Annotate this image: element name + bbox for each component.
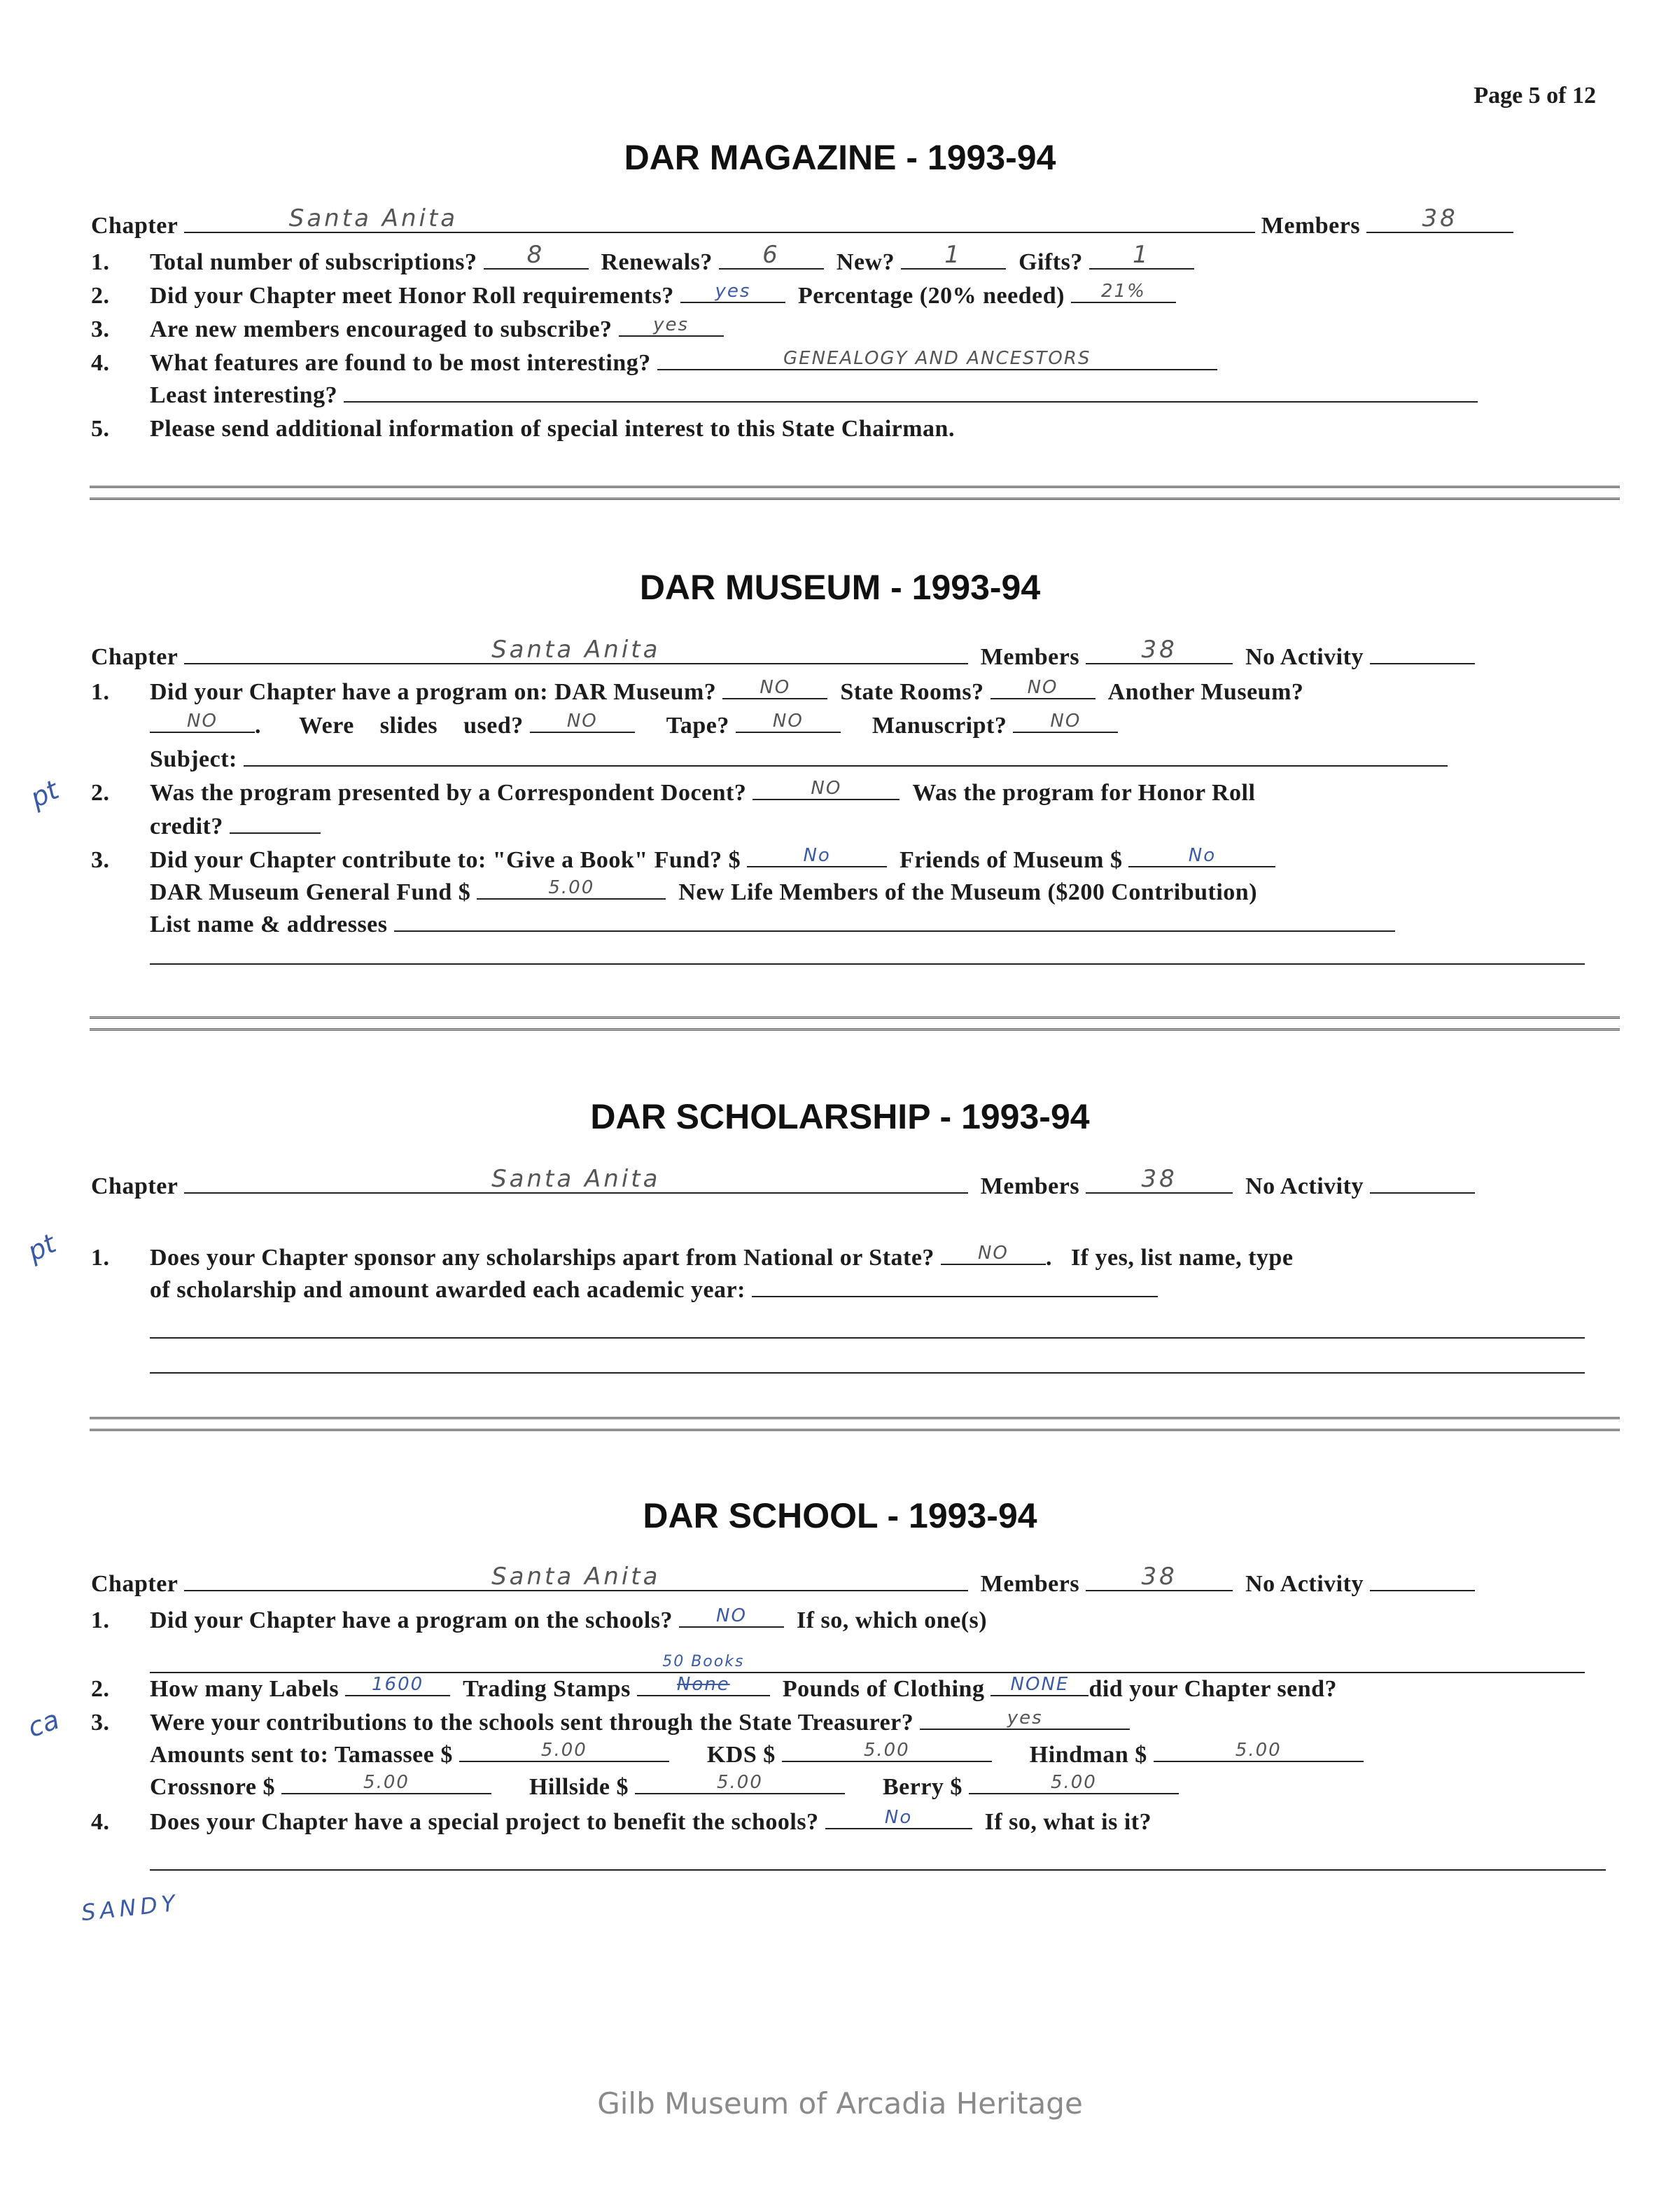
question-text: Please send additional information of special interest to this State Chairman. <box>150 416 955 442</box>
give-a-book-field[interactable] <box>747 845 887 867</box>
sponsor-value: NO <box>977 1243 1009 1264</box>
scholarship-chapter-line <box>91 1165 1475 1203</box>
manuscript-field[interactable] <box>1013 711 1118 733</box>
page-number: Page 5 of 12 <box>1474 83 1596 109</box>
another-museum-label: Another Museum? <box>1107 679 1304 705</box>
question-text: Does your Chapter have a special project to benefit the schools? <box>150 1809 819 1835</box>
museum-q3 <box>91 844 1275 877</box>
chapter-value: Santa Anita <box>491 1165 661 1193</box>
museum-credit <box>150 811 321 843</box>
encourage-field[interactable] <box>619 314 724 337</box>
no-activity-field[interactable] <box>1370 642 1475 664</box>
margin-note-museum: pt <box>25 774 64 814</box>
margin-note-school: ca <box>23 1703 64 1744</box>
magazine-least <box>150 379 1478 412</box>
berry-value: 5.00 <box>1050 1772 1097 1793</box>
chapter-label: Chapter <box>91 213 178 239</box>
no-activity-label: No Activity <box>1245 644 1364 670</box>
gifts-value: 1 <box>1133 241 1151 269</box>
treasurer-value: yes <box>1007 1708 1043 1729</box>
credit-label: credit? <box>150 814 223 839</box>
school-chapter-line <box>91 1563 1475 1600</box>
another-museum-field[interactable] <box>150 711 255 733</box>
crossnore-field[interactable] <box>281 1772 491 1794</box>
hillside-value: 5.00 <box>717 1772 763 1793</box>
gifts-field[interactable] <box>1089 241 1194 270</box>
question-text: Are new members encouraged to subscribe? <box>150 316 612 342</box>
crossnore-label: Crossnore $ <box>150 1774 275 1800</box>
magazine-q5 <box>91 413 955 445</box>
members-value: 38 <box>1141 1165 1177 1193</box>
members-field[interactable] <box>1086 1165 1233 1194</box>
stamps-value: None <box>676 1674 730 1695</box>
treasurer-field[interactable] <box>920 1708 1130 1730</box>
manuscript-label: Manuscript? <box>872 713 1007 739</box>
magazine-q4 <box>91 347 1217 379</box>
labels-field[interactable] <box>345 1674 450 1696</box>
scholarship-details-field[interactable] <box>752 1275 1158 1297</box>
magazine-q1 <box>91 241 1194 279</box>
school-q2 <box>91 1653 1338 1705</box>
magazine-q3 <box>91 314 724 346</box>
which-label: If so, which one(s) <box>797 1607 988 1633</box>
museum-chapter-line <box>91 636 1475 673</box>
gifts-label: Gifts? <box>1018 249 1083 275</box>
item-number: 3. <box>91 316 110 342</box>
school-q1 <box>91 1605 987 1637</box>
school-amounts-1 <box>150 1739 1364 1771</box>
chapter-field[interactable] <box>184 1563 968 1591</box>
renewals-field[interactable] <box>719 241 824 270</box>
new-field[interactable] <box>901 241 1006 270</box>
docent-value: NO <box>811 778 842 799</box>
item-number: 2. <box>91 1676 110 1702</box>
schools-program-field[interactable] <box>679 1605 784 1628</box>
scholarship-title: DAR SCHOLARSHIP - 1993-94 <box>590 1097 1090 1136</box>
hindman-value: 5.00 <box>1235 1740 1282 1761</box>
signature-sandy: SANDY <box>80 1889 181 1927</box>
chapter-value: Santa Anita <box>288 204 458 232</box>
item-number: 1. <box>91 679 110 705</box>
general-fund-field[interactable] <box>477 877 666 900</box>
renewals-label: Renewals? <box>601 249 713 275</box>
general-fund-value: 5.00 <box>548 877 595 898</box>
item-number: 2. <box>91 283 110 309</box>
no-activity-label: No Activity <box>1245 1571 1364 1597</box>
dar-museum-value: NO <box>760 677 791 698</box>
dar-museum-field[interactable] <box>722 677 827 699</box>
least-label: Least interesting? <box>150 382 338 408</box>
least-field[interactable] <box>344 380 1478 403</box>
kds-label: KDS $ <box>706 1742 776 1768</box>
clothing-value: NONE <box>1010 1674 1070 1695</box>
item-number: 4. <box>91 350 110 376</box>
clothing-field[interactable] <box>990 1674 1088 1696</box>
percentage-label: Percentage (20% needed) <box>797 283 1065 309</box>
members-field[interactable] <box>1366 204 1513 233</box>
chapter-label: Chapter <box>91 644 178 670</box>
percentage-value: 21% <box>1101 281 1146 302</box>
schools-program-value: NO <box>716 1605 747 1626</box>
friends-field[interactable] <box>1128 845 1275 867</box>
museum-general-fund <box>150 877 1257 909</box>
members-field[interactable] <box>1086 1563 1233 1591</box>
features-field[interactable] <box>657 348 1217 370</box>
school-amounts-2 <box>150 1771 1179 1803</box>
tamassee-label: Amounts sent to: Tamassee $ <box>150 1742 453 1768</box>
chapter-label: Chapter <box>91 1173 178 1199</box>
museum-q2 <box>91 777 1255 809</box>
life-members-label: New Life Members of the Museum ($200 Contribution) <box>678 879 1258 905</box>
question-text: Does your Chapter sponsor any scholarships apart from National or State? <box>150 1245 934 1271</box>
percentage-field[interactable] <box>1071 281 1176 303</box>
tape-field[interactable] <box>736 711 841 733</box>
state-rooms-field[interactable] <box>990 677 1096 699</box>
scholarship-q1: 1. Does your Chapter sponsor any scholarships apart from National or State? NO . If yes, list name, type <box>91 1242 1293 1274</box>
chapter-field[interactable] <box>184 204 1255 233</box>
subscriptions-value: 8 <box>526 241 545 269</box>
slides-field[interactable] <box>530 711 635 733</box>
hillside-field[interactable] <box>635 1772 845 1794</box>
slides-label: Were slides used? <box>299 713 524 739</box>
tamassee-field[interactable] <box>459 1740 669 1762</box>
subject-field[interactable] <box>244 744 1448 767</box>
members-label: Members <box>980 1173 1080 1199</box>
subscriptions-field[interactable] <box>484 241 589 270</box>
renewals-value: 6 <box>762 241 780 269</box>
kds-value: 5.00 <box>863 1740 910 1761</box>
question-text: Total number of subscriptions? <box>150 249 477 275</box>
chapter-field[interactable] <box>184 1165 968 1194</box>
state-rooms-value: NO <box>1027 677 1058 698</box>
item-number: 1. <box>91 249 110 275</box>
question-text: Was the program presented by a Correspondent Docent? <box>150 780 747 806</box>
berry-label: Berry $ <box>882 1774 962 1800</box>
slides-value: NO <box>566 711 598 732</box>
chapter-value: Santa Anita <box>491 636 661 664</box>
magazine-chapter-line <box>91 204 1513 242</box>
no-activity-field[interactable] <box>1370 1171 1475 1194</box>
credit-field[interactable] <box>230 811 321 834</box>
what-label: If so, what is it? <box>984 1809 1152 1835</box>
section-divider <box>90 1017 1620 1031</box>
another-museum-value: NO <box>187 711 218 732</box>
members-value: 38 <box>1141 1563 1177 1591</box>
item-number: 4. <box>91 1809 110 1835</box>
friends-label: Friends of Museum $ <box>899 847 1123 873</box>
museum-title: DAR MUSEUM - 1993-94 <box>639 568 1041 607</box>
magazine-q2 <box>91 280 1176 312</box>
general-fund-label: DAR Museum General Fund $ <box>150 879 471 905</box>
museum-q1 <box>91 676 1303 708</box>
item-number: 2. <box>91 780 110 806</box>
section-divider <box>90 486 1620 500</box>
museum-q1-cont: NO . Were slides used? NO Tape? NO Manuscript? NO <box>150 710 1118 742</box>
item-number: 5. <box>91 416 110 442</box>
new-label: New? <box>836 249 895 275</box>
list-label: List name & addresses <box>150 912 388 937</box>
clothing-label: Pounds of Clothing <box>782 1676 985 1702</box>
features-value: GENEALOGY AND ANCESTORS <box>783 348 1091 369</box>
labels-label: How many Labels <box>150 1676 340 1702</box>
scholarship-q1-cont <box>150 1274 1158 1306</box>
list-field-line-2[interactable] <box>150 963 1585 965</box>
honor-roll-value: yes <box>715 281 751 302</box>
question-text-cont: If yes, list name, type <box>1070 1245 1294 1271</box>
honor-roll-label: Was the program for Honor Roll <box>912 780 1256 806</box>
item-number: 3. <box>91 847 110 873</box>
no-activity-label: No Activity <box>1245 1173 1364 1199</box>
museum-list <box>150 909 1395 941</box>
labels-value: 1600 <box>372 1674 424 1695</box>
stamps-note: 50 Books <box>662 1653 745 1670</box>
members-label: Members <box>1261 213 1361 239</box>
encourage-value: yes <box>653 314 690 335</box>
no-activity-field[interactable] <box>1370 1569 1475 1591</box>
question-text: Did your Chapter have a program on the schools? <box>150 1607 673 1633</box>
school-title: DAR SCHOOL - 1993-94 <box>643 1496 1037 1535</box>
new-value: 1 <box>944 241 962 269</box>
members-label: Members <box>980 644 1080 670</box>
members-label: Members <box>980 1571 1080 1597</box>
chapter-label: Chapter <box>91 1571 178 1597</box>
section-divider <box>90 1417 1620 1431</box>
state-rooms-label: State Rooms? <box>840 679 984 705</box>
tape-label: Tape? <box>666 713 729 739</box>
berry-field[interactable] <box>969 1772 1179 1794</box>
school-q4 <box>91 1806 1152 1838</box>
friends-value: No <box>1188 845 1217 866</box>
question-text: Did your Chapter have a program on: DAR Museum? <box>150 679 717 705</box>
tape-value: NO <box>772 711 804 732</box>
scholarship-details-line-3[interactable] <box>150 1372 1585 1374</box>
honor-roll-field[interactable] <box>680 281 785 303</box>
kds-field[interactable] <box>782 1740 992 1762</box>
watermark: Gilb Museum of Arcadia Heritage <box>597 2086 1083 2121</box>
crossnore-value: 5.00 <box>363 1772 410 1793</box>
manuscript-value: NO <box>1050 711 1082 732</box>
subject-label: Subject: <box>150 746 237 772</box>
sponsor-field[interactable] <box>941 1243 1046 1265</box>
members-value: 38 <box>1141 636 1177 664</box>
item-number: 1. <box>91 1607 110 1633</box>
hindman-label: Hindman $ <box>1029 1742 1147 1768</box>
chapter-field[interactable] <box>184 636 968 664</box>
members-value: 38 <box>1422 204 1458 232</box>
stamps-field[interactable] <box>637 1653 770 1696</box>
clothing-end-label: did your Chapter send? <box>1088 1676 1338 1702</box>
scholarship-details-line-2[interactable] <box>150 1337 1585 1339</box>
margin-note-scholarship: pt <box>22 1227 61 1268</box>
item-number: 3. <box>91 1710 110 1736</box>
list-field[interactable] <box>394 909 1395 932</box>
tamassee-value: 5.00 <box>540 1740 587 1761</box>
item-number: 1. <box>91 1245 110 1271</box>
what-field-line[interactable] <box>150 1869 1606 1871</box>
hillside-label: Hillside $ <box>528 1774 629 1800</box>
magazine-title: DAR MAGAZINE - 1993-94 <box>624 138 1056 177</box>
question-text: What features are found to be most interesting? <box>150 350 651 376</box>
docent-field[interactable] <box>752 778 899 800</box>
members-field[interactable] <box>1086 636 1233 664</box>
question-text: Did your Chapter meet Honor Roll requirements? <box>150 283 674 309</box>
hindman-field[interactable] <box>1154 1740 1364 1762</box>
question-text: Were your contributions to the schools sent through the State Treasurer? <box>150 1710 914 1736</box>
museum-subject <box>150 744 1448 776</box>
give-a-book-value: No <box>803 845 831 866</box>
question-text: Did your Chapter contribute to: "Give a Book" Fund? $ <box>150 847 741 873</box>
school-q3 <box>91 1707 1130 1739</box>
special-project-value: No <box>884 1807 913 1828</box>
chapter-value: Santa Anita <box>491 1563 661 1591</box>
special-project-field[interactable] <box>825 1807 972 1829</box>
stamps-label: Trading Stamps <box>463 1676 631 1702</box>
question-text-cont2: of scholarship and amount awarded each academic year: <box>150 1277 746 1303</box>
